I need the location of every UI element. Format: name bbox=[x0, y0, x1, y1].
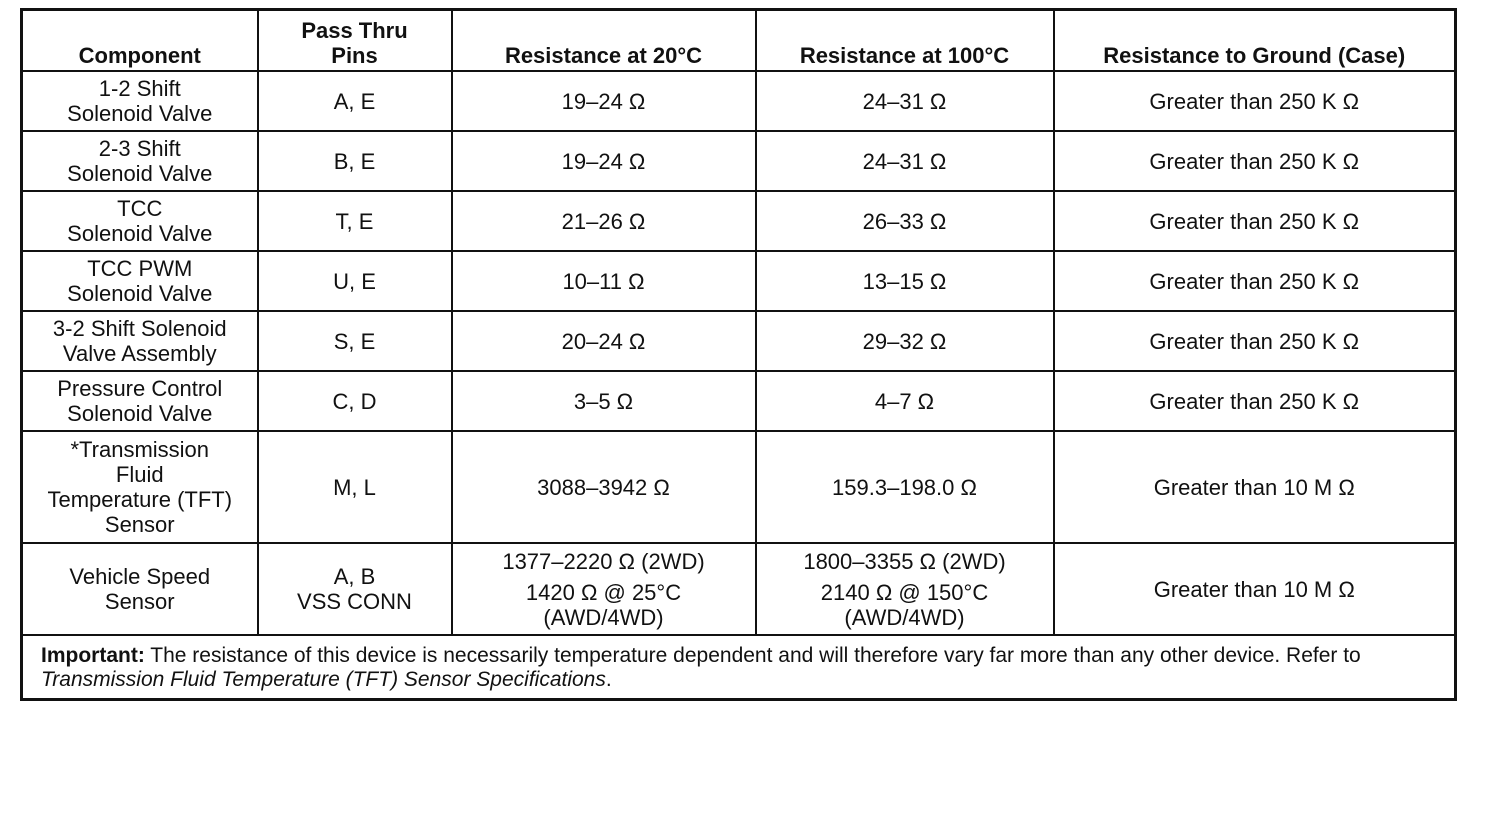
cell-res20: 21–26 Ω bbox=[452, 191, 756, 251]
header-pins-line-2: Pins bbox=[331, 43, 378, 68]
cell-ground: Greater than 250 K Ω bbox=[1054, 131, 1456, 191]
component-line: *Transmission bbox=[70, 437, 210, 462]
cell-res20: 3088–3942 Ω bbox=[452, 431, 756, 543]
component-line: 2-3 Shift bbox=[98, 136, 181, 161]
component-line: TCC PWM bbox=[87, 256, 193, 281]
header-resistance-100c: Resistance at 100°C bbox=[756, 10, 1054, 72]
cell-component bbox=[22, 431, 258, 543]
cell-component bbox=[22, 191, 258, 251]
component-line: 1-2 Shift bbox=[98, 76, 181, 101]
note-end: . bbox=[605, 668, 612, 691]
cell-res100: 159.3–198.0 Ω bbox=[756, 431, 1054, 543]
header-row bbox=[22, 10, 1456, 72]
cell-res100: 29–32 Ω bbox=[756, 311, 1054, 371]
cell-res20: 20–24 Ω bbox=[452, 311, 756, 371]
component-line: Solenoid Valve bbox=[67, 221, 213, 246]
cell-ground: Greater than 250 K Ω bbox=[1054, 311, 1456, 371]
component-line: Solenoid Valve bbox=[67, 101, 213, 126]
component-line: Solenoid Valve bbox=[67, 401, 213, 426]
table-row bbox=[22, 371, 1456, 431]
header-resistance-ground: Resistance to Ground (Case) bbox=[1054, 10, 1456, 72]
res20-awd-label: (AWD/4WD) bbox=[543, 604, 664, 630]
cell-ground: Greater than 10 M Ω bbox=[1054, 431, 1456, 543]
pins-line: A, B bbox=[333, 564, 376, 589]
cell-res20 bbox=[452, 543, 756, 635]
cell-res100: 26–33 Ω bbox=[756, 191, 1054, 251]
cell-ground: Greater than 250 K Ω bbox=[1054, 71, 1456, 131]
cell-ground: Greater than 250 K Ω bbox=[1054, 371, 1456, 431]
cell-res100: 4–7 Ω bbox=[756, 371, 1054, 431]
cell-res100: 24–31 Ω bbox=[756, 131, 1054, 191]
header-resistance-20c: Resistance at 20°C bbox=[452, 10, 756, 72]
cell-component bbox=[22, 131, 258, 191]
component-line: Temperature (TFT) bbox=[47, 487, 233, 512]
header-pins-line-1: Pass Thru bbox=[301, 18, 408, 43]
note-label: Important: bbox=[41, 644, 145, 667]
table-row bbox=[22, 431, 1456, 543]
cell-pins bbox=[258, 543, 452, 635]
cell-component bbox=[22, 71, 258, 131]
cell-ground: Greater than 250 K Ω bbox=[1054, 251, 1456, 311]
cell-res20: 19–24 Ω bbox=[452, 131, 756, 191]
res100-awd-label: (AWD/4WD) bbox=[844, 604, 965, 630]
cell-pins: C, D bbox=[258, 371, 452, 431]
cell-res20: 3–5 Ω bbox=[452, 371, 756, 431]
component-line: Sensor bbox=[104, 589, 175, 614]
cell-ground: Greater than 10 M Ω bbox=[1054, 543, 1456, 635]
cell-res20: 10–11 Ω bbox=[452, 251, 756, 311]
cell-pins: B, E bbox=[258, 131, 452, 191]
resistance-spec-table bbox=[20, 8, 1457, 701]
cell-pins: M, L bbox=[258, 431, 452, 543]
component-line: Sensor bbox=[104, 512, 175, 537]
cell-pins: S, E bbox=[258, 311, 452, 371]
cell-ground: Greater than 250 K Ω bbox=[1054, 191, 1456, 251]
important-note bbox=[22, 635, 1456, 700]
component-line: 3-2 Shift Solenoid bbox=[52, 316, 227, 341]
table-row-vss bbox=[22, 543, 1456, 635]
cell-component bbox=[22, 311, 258, 371]
res100-2wd: 1800–3355 Ω (2WD) bbox=[803, 548, 1006, 574]
cell-res20: 19–24 Ω bbox=[452, 71, 756, 131]
component-line: TCC bbox=[117, 196, 163, 221]
component-line: Vehicle Speed bbox=[69, 564, 211, 589]
res20-awd-value: 1420 Ω @ 25°C bbox=[525, 579, 682, 605]
cell-pins: U, E bbox=[258, 251, 452, 311]
res20-2wd: 1377–2220 Ω (2WD) bbox=[502, 548, 705, 574]
component-line: Solenoid Valve bbox=[67, 161, 213, 186]
note-row bbox=[22, 635, 1456, 700]
component-line: Pressure Control bbox=[57, 376, 223, 401]
note-reference: Transmission Fluid Temperature (TFT) Sensor Specifications bbox=[41, 668, 606, 691]
cell-res100 bbox=[756, 543, 1054, 635]
cell-component bbox=[22, 543, 258, 635]
table-row bbox=[22, 131, 1456, 191]
component-line: Valve Assembly bbox=[62, 341, 217, 366]
cell-pins: T, E bbox=[258, 191, 452, 251]
table-row bbox=[22, 311, 1456, 371]
pins-line: VSS CONN bbox=[297, 589, 412, 614]
header-pass-thru-pins bbox=[258, 10, 452, 72]
note-text: The resistance of this device is necessarily temperature dependent and will therefore vary far more than any other device. Refer to bbox=[144, 644, 1361, 667]
component-line: Solenoid Valve bbox=[67, 281, 213, 306]
header-component: Component bbox=[22, 10, 258, 72]
cell-pins: A, E bbox=[258, 71, 452, 131]
table-row bbox=[22, 71, 1456, 131]
component-line: Fluid bbox=[115, 462, 164, 487]
res100-awd-value: 2140 Ω @ 150°C bbox=[820, 579, 989, 605]
table-row bbox=[22, 191, 1456, 251]
cell-res100: 13–15 Ω bbox=[756, 251, 1054, 311]
cell-res100: 24–31 Ω bbox=[756, 71, 1054, 131]
cell-component bbox=[22, 371, 258, 431]
cell-component bbox=[22, 251, 258, 311]
table-row bbox=[22, 251, 1456, 311]
